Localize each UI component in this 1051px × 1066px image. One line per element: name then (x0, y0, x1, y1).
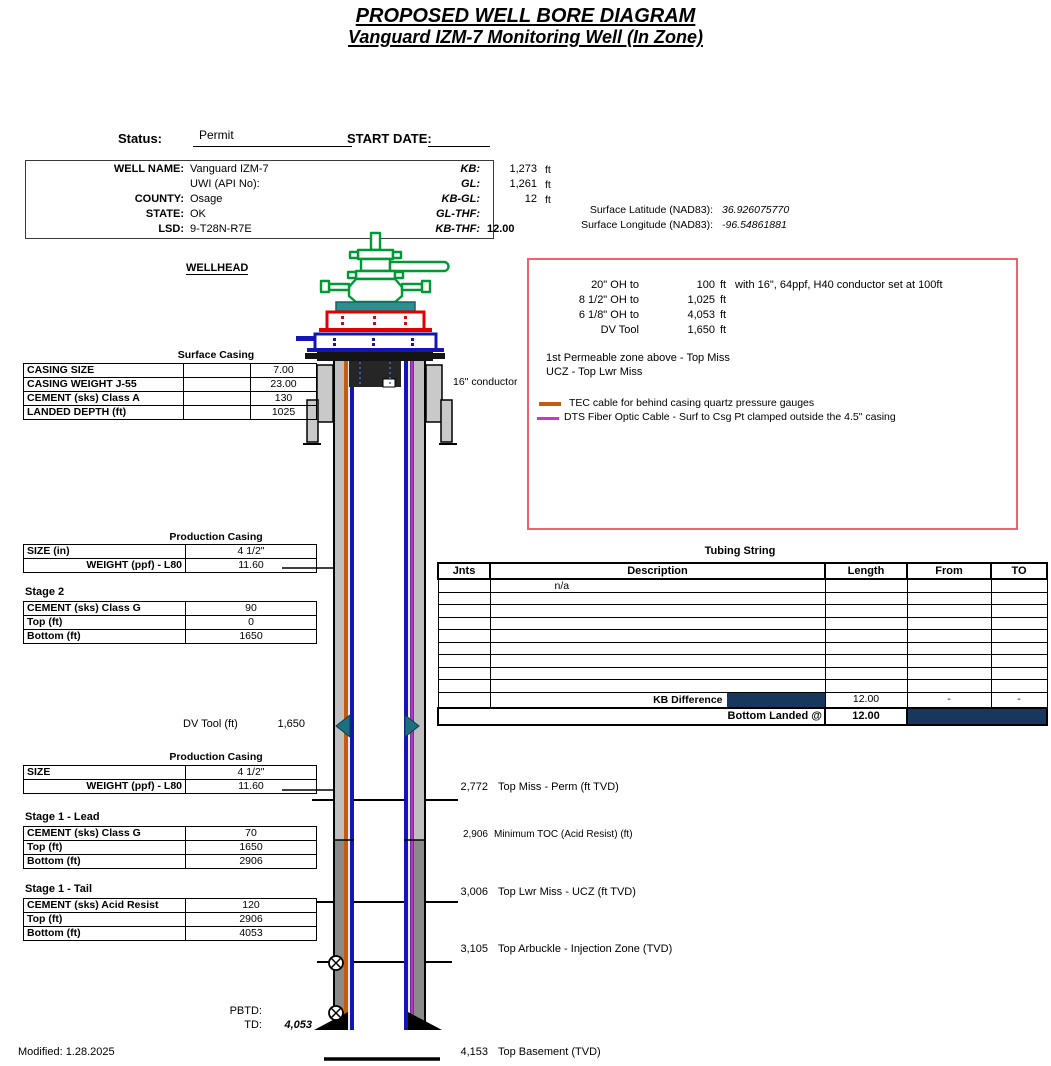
dts-cable-legend: DTS Fiber Optic Cable - Surf to Csg Pt clamped outside the 4.5" casing (564, 411, 896, 423)
td-label: TD: (244, 1019, 262, 1031)
start-date-label: START DATE: (347, 131, 432, 146)
gl-unit: ft (545, 179, 551, 191)
county-value: Osage (190, 193, 223, 205)
kbgl-unit: ft (545, 194, 551, 206)
status-value: Permit (193, 128, 352, 147)
bottom-landed-row (438, 708, 1047, 725)
lsd-value: 9-T28N-R7E (190, 223, 252, 235)
well-name-value: Vanguard IZM-7 (190, 163, 269, 175)
oh-row-label: 20" OH to (591, 279, 639, 291)
zone-note-1: 1st Permeable zone above - Top Miss (546, 352, 730, 364)
table-cell-label: CEMENT (sks) Class G (24, 602, 186, 616)
kb-difference-row (438, 692, 1047, 708)
page-title: PROPOSED WELL BORE DIAGRAM (355, 5, 696, 27)
kb-difference-to: - (991, 692, 1047, 708)
table-cell-value: 1025 (251, 406, 317, 420)
tubing-row (438, 579, 1047, 592)
oh-row-value: 100 (696, 279, 715, 291)
oh-row-value: 4,053 (687, 309, 715, 321)
oh-row-unit: ft (720, 309, 727, 321)
zone-note-2: UCZ - Top Lwr Miss (546, 366, 643, 378)
stage2-title: Stage 2 (25, 586, 65, 598)
stage1-lead-title: Stage 1 - Lead (25, 811, 100, 823)
table-cell-value: 120 (186, 899, 317, 913)
stage1-lead-table (23, 826, 317, 869)
latitude-label: Surface Latitude (NAD83): (589, 204, 713, 216)
tubing-row (438, 605, 1047, 618)
latitude-value: 36.926075770 (722, 204, 790, 216)
glthf-label: GL-THF: (436, 208, 480, 220)
tubing-row (438, 630, 1047, 643)
depth-value: 3,105 (460, 943, 488, 955)
dts-cable-swatch (537, 417, 559, 420)
stage1-tail-title: Stage 1 - Tail (25, 883, 93, 895)
uwi-value: UWI (API No): (190, 178, 260, 190)
tubing-row (438, 592, 1047, 605)
table-cell-label: SIZE (in) (24, 545, 186, 559)
bottom-landed-label: Bottom Landed @ (438, 708, 825, 725)
table-cell-value: 1650 (186, 841, 317, 855)
kb-difference-label: KB Difference (653, 693, 723, 706)
modified-date: Modified: 1.28.2025 (18, 1046, 115, 1058)
table-cell-label: CEMENT (sks) Class A (24, 392, 184, 406)
notes-box (527, 258, 1018, 530)
dv-tool-label: DV Tool (ft) (183, 718, 238, 730)
tubing-col-from: From (907, 563, 991, 579)
depth-label: Top Miss - Perm (ft TVD) (498, 781, 619, 793)
production-casing-2-table (23, 765, 317, 794)
table-cell-label: Top (ft) (24, 841, 186, 855)
wellhead-tree (321, 233, 449, 302)
tubing-row (438, 680, 1047, 693)
depth-label: Top Arbuckle - Injection Zone (TVD) (498, 943, 673, 955)
table-cell-label: CASING SIZE (24, 364, 184, 378)
oh-row-label: 6 1/8" OH to (578, 309, 639, 321)
tubing-col-to: TO (991, 563, 1047, 579)
oh-row-unit: ft (720, 294, 727, 306)
depth-label: Top Basement (TVD) (498, 1046, 601, 1058)
production-casing-1-title: Production Casing (169, 531, 263, 543)
longitude-value: -96.54861881 (722, 219, 787, 231)
dv-tool-value: 1,650 (277, 718, 305, 730)
oh-row-value: 1,650 (687, 324, 715, 336)
tubing-string-title: Tubing String (704, 545, 776, 557)
table-cell-value: 0 (186, 616, 317, 630)
table-cell-label: Bottom (ft) (24, 855, 186, 869)
surface-casing-table (23, 363, 317, 420)
bottom-landed-value: 12.00 (825, 708, 907, 725)
tubing-row (438, 655, 1047, 668)
kb-value: 1,273 (509, 163, 537, 175)
tubing-description-value: n/a (490, 579, 825, 592)
casing-strings (333, 360, 426, 1030)
stage1-tail-table (23, 898, 317, 941)
depth-value: 3,006 (460, 886, 488, 898)
lsd-label: LSD: (158, 223, 184, 235)
wellhead-label: WELLHEAD (186, 262, 249, 274)
table-cell-value: 130 (251, 392, 317, 406)
table-cell-label: Bottom (ft) (24, 630, 186, 644)
production-casing-1-table (23, 544, 317, 573)
table-cell-label: CEMENT (sks) Acid Resist (24, 899, 186, 913)
oh-row-label: DV Tool (600, 324, 639, 336)
kb-difference-from: - (907, 692, 991, 708)
table-cell-label: LANDED DEPTH (ft) (24, 406, 184, 420)
table-cell-label: Bottom (ft) (24, 927, 186, 941)
table-cell-label: Top (ft) (24, 913, 186, 927)
kb-unit: ft (545, 164, 551, 176)
tubing-string-table (437, 562, 1048, 726)
tubing-row (438, 617, 1047, 630)
table-cell-label: CEMENT (sks) Class G (24, 827, 186, 841)
conductor-label: 16" conductor (453, 376, 518, 388)
oh-row-unit: ft (720, 324, 727, 336)
well-name-label: WELL NAME: (113, 163, 184, 175)
pbtd-label: PBTD: (229, 1005, 262, 1017)
oh-row-extra: with 16", 64ppf, H40 conductor set at 100ft (735, 279, 943, 291)
table-cell-value: 4 1/2" (186, 766, 317, 780)
table-cell-label: WEIGHT (ppf) - L80 (24, 780, 186, 794)
county-label: COUNTY: (134, 193, 184, 205)
tec-cable-legend: TEC cable for behind casing quartz pressure gauges (569, 397, 815, 409)
kbgl-value: 12 (524, 193, 537, 205)
table-cell-value: 90 (186, 602, 317, 616)
table-cell-label: Top (ft) (24, 616, 186, 630)
page-subtitle: Vanguard IZM-7 Monitoring Well (In Zone) (348, 27, 703, 47)
table-cell-label: CASING WEIGHT J-55 (24, 378, 184, 392)
oh-row-value: 1,025 (687, 294, 715, 306)
gl-label: GL: (461, 178, 480, 190)
production-casing-2-title: Production Casing (169, 751, 263, 763)
tubing-row (438, 642, 1047, 655)
state-label: STATE: (145, 208, 184, 220)
table-cell-value: 70 (186, 827, 317, 841)
bottom-landed-fill (907, 708, 1047, 725)
tubing-col-jnts: Jnts (438, 563, 490, 579)
tubing-col-description: Description (490, 563, 825, 579)
depth-label: Top Lwr Miss - UCZ (ft TVD) (498, 886, 636, 898)
stage2-table (23, 601, 317, 644)
kb-difference-length: 12.00 (825, 692, 907, 708)
table-cell-value: 1650 (186, 630, 317, 644)
depth-value: 4,153 (460, 1046, 488, 1058)
kbgl-label: KB-GL: (441, 193, 480, 205)
depth-label: Minimum TOC (Acid Resist) (ft) (494, 829, 633, 840)
tubing-col-length: Length (825, 563, 907, 579)
table-cell-value: 2906 (186, 855, 317, 869)
depth-value: 2,772 (460, 781, 488, 793)
oh-row-unit: ft (720, 279, 727, 291)
longitude-label: Surface Longitude (NAD83): (581, 219, 713, 231)
gl-value: 1,261 (509, 178, 537, 190)
table-cell-value: 11.60 (186, 559, 317, 573)
table-cell-value: 23.00 (251, 378, 317, 392)
td-value: 4,053 (284, 1019, 312, 1031)
table-cell-value: 7.00 (251, 364, 317, 378)
tec-cable-swatch (539, 402, 561, 406)
table-cell-value: 4 1/2" (186, 545, 317, 559)
table-cell-value: 4053 (186, 927, 317, 941)
status-label: Status: (117, 131, 162, 146)
surface-casing-title: Surface Casing (177, 349, 255, 361)
tubing-row (438, 667, 1047, 680)
table-cell-value: 11.60 (186, 780, 317, 794)
dv-tool-markers (336, 715, 419, 737)
kbthf-value: 12.00 (487, 223, 515, 235)
table-cell-label: SIZE (24, 766, 186, 780)
start-date-value (428, 128, 490, 147)
state-value: OK (190, 208, 206, 220)
table-cell-label: WEIGHT (ppf) - L80 (24, 559, 186, 573)
kb-label: KB: (460, 163, 480, 175)
oh-row-label: 8 1/2" OH to (578, 294, 639, 306)
kb-difference-fill (727, 693, 825, 707)
kbthf-label: KB-THF: (435, 223, 480, 235)
table-cell-value: 2906 (186, 913, 317, 927)
depth-value: 2,906 (462, 829, 488, 840)
